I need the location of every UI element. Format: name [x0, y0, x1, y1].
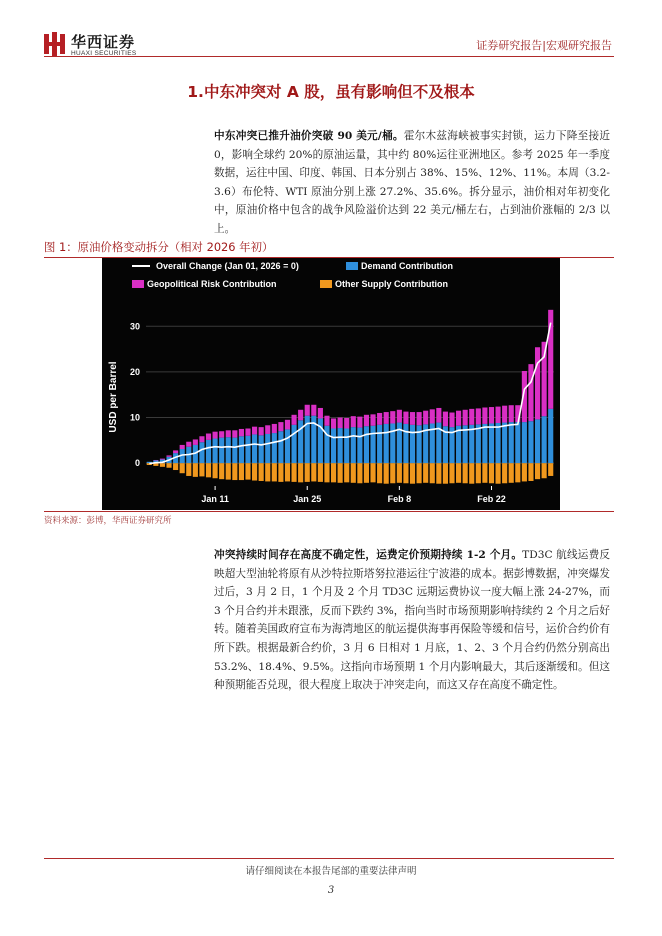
demand-bar — [226, 437, 231, 463]
geopolitical-bar — [344, 418, 349, 428]
demand-bar — [476, 424, 481, 463]
paragraph-body: 霍尔木兹海峡被事实封锁，运力下降至接近 0，影响全球约 20%的原油运量，其中约 80%运往亚洲地区。参考 2025 年一季度数据，运往中国、印度、韩国、日本分别占 38%、15%、12%、11%。本周（3.2-3.6）布伦特、WTI 原油分别上涨 27.2%、35.6%。拆分显示，油价相对年初变化中，原油价格中包含的战争风险溢价达到 22 美元/桶左右，占到油价涨幅的 2/3 以上。 — [214, 130, 610, 235]
paragraph-lead: 中东冲突已推升油价突破 90 美元/桶。 — [214, 130, 404, 142]
demand-bar — [509, 422, 514, 463]
geopolitical-bar — [186, 442, 191, 447]
geopolitical-bar — [265, 425, 270, 434]
logo-chinese-name: 华西证券 — [71, 33, 136, 51]
demand-bar — [344, 428, 349, 463]
supply-bar — [344, 463, 349, 482]
supply-bar — [259, 463, 264, 481]
geopolitical-bar — [482, 407, 487, 423]
supply-bar — [278, 463, 283, 482]
supply-bar — [515, 463, 520, 482]
supply-bar — [370, 463, 375, 482]
demand-bar — [463, 425, 468, 463]
geopolitical-bar — [476, 408, 481, 424]
demand-bar — [213, 439, 218, 464]
page-number: 3 — [327, 885, 335, 896]
supply-bar — [166, 463, 171, 468]
geopolitical-bar — [245, 428, 250, 435]
supply-bar — [291, 463, 296, 482]
supply-bar — [186, 463, 191, 476]
demand-bar — [469, 425, 474, 463]
demand-bar — [482, 424, 487, 463]
demand-bar — [219, 438, 224, 464]
geopolitical-bar — [252, 427, 257, 435]
supply-bar — [226, 463, 231, 479]
geopolitical-bar — [443, 412, 448, 427]
demand-bar — [535, 419, 540, 463]
demand-bar — [548, 409, 553, 463]
supply-bar — [245, 463, 250, 479]
paragraph-lead: 冲突持续时间存在高度不确定性，运费定价预期持续 1-2 个月。 — [214, 549, 523, 561]
demand-bar — [331, 428, 336, 463]
geopolitical-bar — [463, 410, 468, 426]
demand-bar — [245, 436, 250, 463]
geopolitical-bar — [469, 409, 474, 425]
figure-bottom-divider — [44, 511, 614, 512]
section-title: 1.中东冲突对 A 股，虽有影响但不及根本 — [187, 83, 475, 101]
geopolitical-bar — [417, 412, 422, 425]
supply-bar — [364, 463, 369, 483]
supply-bar — [272, 463, 277, 481]
supply-bar — [489, 463, 494, 483]
demand-bar — [489, 423, 494, 463]
supply-bar — [311, 463, 316, 481]
legend-label: Overall Change (Jan 01, 2026 = 0) — [156, 261, 299, 271]
supply-bar — [509, 463, 514, 483]
geopolitical-bar — [311, 405, 316, 416]
geopolitical-bar — [357, 417, 362, 428]
demand-bar — [199, 442, 204, 463]
geopolitical-bar — [436, 408, 441, 423]
demand-bar — [377, 425, 382, 463]
demand-bar — [206, 440, 211, 463]
legend-swatch — [320, 280, 332, 288]
y-tick-label: 10 — [129, 412, 140, 423]
geopolitical-bar — [239, 429, 244, 436]
geopolitical-bar — [351, 416, 356, 427]
header-divider — [44, 56, 614, 57]
demand-bar — [522, 422, 527, 463]
x-tick-label: Feb 22 — [477, 494, 506, 504]
supply-bar — [160, 463, 165, 467]
y-axis-label: USD per Barrel — [108, 361, 119, 433]
geopolitical-bar — [495, 407, 500, 423]
geopolitical-bar — [528, 364, 533, 421]
supply-bar — [463, 463, 468, 483]
geopolitical-bar — [199, 436, 204, 442]
y-tick-label: 30 — [129, 321, 140, 332]
x-tick-label: Feb 8 — [387, 494, 412, 504]
supply-bar — [403, 463, 408, 483]
supply-bar — [423, 463, 428, 483]
geopolitical-bar — [285, 420, 290, 430]
supply-bar — [542, 463, 547, 478]
geopolitical-bar — [430, 409, 435, 423]
geopolitical-bar — [318, 408, 323, 418]
demand-bar — [390, 423, 395, 463]
geopolitical-bar — [298, 410, 303, 420]
supply-bar — [535, 463, 540, 479]
geopolitical-bar — [509, 405, 514, 422]
geopolitical-bar — [338, 418, 343, 428]
geopolitical-bar — [193, 439, 198, 444]
supply-bar — [528, 463, 533, 481]
supply-bar — [199, 463, 204, 476]
demand-bar — [410, 425, 415, 463]
supply-bar — [285, 463, 290, 481]
figure-source: 资料来源：彭博，华西证券研究所 — [44, 516, 172, 526]
supply-bar — [331, 463, 336, 482]
supply-bar — [469, 463, 474, 484]
geopolitical-bar — [226, 430, 231, 437]
x-tick-label: Jan 25 — [293, 494, 322, 504]
supply-bar — [417, 463, 422, 483]
geopolitical-bar — [219, 431, 224, 437]
geopolitical-bar — [232, 430, 237, 437]
geopolitical-bar — [206, 434, 211, 440]
supply-bar — [449, 463, 454, 483]
legend-label: Demand Contribution — [361, 261, 453, 271]
geopolitical-bar — [272, 424, 277, 433]
geopolitical-bar — [535, 347, 540, 419]
demand-bar — [351, 427, 356, 463]
supply-bar — [443, 463, 448, 484]
demand-bar — [265, 434, 270, 463]
geopolitical-bar — [291, 415, 296, 425]
demand-bar — [291, 425, 296, 463]
demand-bar — [357, 428, 362, 464]
supply-bar — [318, 463, 323, 482]
supply-bar — [456, 463, 461, 483]
figure-title: 图 1：原油价格变动拆分（相对 2026 年初） — [44, 240, 274, 254]
supply-bar — [476, 463, 481, 483]
geopolitical-bar — [456, 411, 461, 426]
geopolitical-bar — [423, 411, 428, 425]
supply-bar — [357, 463, 362, 483]
geopolitical-bar — [397, 410, 402, 423]
demand-bar — [252, 434, 257, 463]
supply-bar — [193, 463, 198, 477]
geopolitical-bar — [449, 413, 454, 428]
demand-bar — [370, 426, 375, 463]
demand-bar — [285, 429, 290, 463]
geopolitical-bar — [278, 422, 283, 431]
supply-bar — [265, 463, 270, 481]
demand-bar — [403, 424, 408, 463]
demand-bar — [259, 435, 264, 463]
supply-bar — [338, 463, 343, 483]
supply-bar — [377, 463, 382, 483]
demand-bar — [232, 438, 237, 464]
y-tick-label: 20 — [129, 366, 140, 377]
company-logo — [44, 30, 164, 58]
demand-bar — [495, 423, 500, 463]
supply-bar — [548, 463, 553, 476]
supply-bar — [351, 463, 356, 483]
demand-bar — [239, 436, 244, 463]
legend-label: Geopolitical Risk Contribution — [147, 279, 277, 289]
geopolitical-bar — [377, 413, 382, 425]
footer-divider — [44, 858, 614, 859]
geopolitical-bar — [259, 427, 264, 435]
geopolitical-bar — [305, 405, 310, 416]
y-tick-label: 0 — [134, 458, 140, 469]
legend-swatch — [132, 280, 144, 288]
supply-bar — [213, 463, 218, 478]
supply-bar — [232, 463, 237, 480]
demand-bar — [338, 428, 343, 463]
geopolitical-bar — [370, 414, 375, 425]
supply-bar — [502, 463, 507, 483]
supply-bar — [173, 463, 178, 470]
legend-swatch — [346, 262, 358, 270]
supply-bar — [239, 463, 244, 480]
chart-canvas — [102, 258, 560, 510]
huaxi-logo-icon — [44, 32, 66, 56]
supply-bar — [397, 463, 402, 483]
demand-bar — [278, 431, 283, 463]
geopolitical-bar — [502, 406, 507, 423]
supply-bar — [180, 463, 185, 473]
geopolitical-bar — [213, 432, 218, 439]
paragraph-oil-price — [214, 127, 610, 239]
geopolitical-bar — [364, 415, 369, 426]
geopolitical-bar — [403, 412, 408, 424]
demand-bar — [364, 426, 369, 463]
legend-label: Other Supply Contribution — [335, 279, 448, 289]
supply-bar — [252, 463, 257, 480]
supply-bar — [482, 463, 487, 483]
supply-bar — [522, 463, 527, 481]
supply-bar — [495, 463, 500, 484]
demand-bar — [528, 421, 533, 463]
oil-price-decomposition-chart — [102, 258, 560, 510]
geopolitical-bar — [331, 418, 336, 428]
report-type: 证券研究报告|宏观研究报告 — [476, 39, 612, 52]
legal-notice: 请仔细阅读在本报告尾部的重要法律声明 — [245, 866, 417, 877]
geopolitical-bar — [390, 411, 395, 423]
geopolitical-bar — [410, 412, 415, 425]
supply-bar — [384, 463, 389, 484]
supply-bar — [305, 463, 310, 482]
logo-english-name: HUAXI SECURITIES — [71, 50, 137, 57]
supply-bar — [410, 463, 415, 484]
demand-bar — [542, 416, 547, 463]
supply-bar — [430, 463, 435, 483]
supply-bar — [390, 463, 395, 483]
geopolitical-bar — [384, 412, 389, 424]
geopolitical-bar — [166, 455, 171, 456]
supply-bar — [436, 463, 441, 484]
supply-bar — [219, 463, 224, 479]
geopolitical-bar — [160, 459, 165, 460]
supply-bar — [206, 463, 211, 477]
demand-bar — [384, 424, 389, 463]
supply-bar — [298, 463, 303, 482]
demand-bar — [272, 433, 277, 463]
paragraph-freight — [214, 546, 610, 695]
demand-bar — [515, 422, 520, 463]
geopolitical-bar — [180, 445, 185, 449]
geopolitical-bar — [324, 416, 329, 426]
demand-bar — [502, 423, 507, 464]
paragraph-body: TD3C 航线运费反映超大型油轮将原有从沙特拉斯塔努拉港运往宁波港的成本。据彭博数据，冲突爆发过后，3 月 2 日，1 个月及 2 个月 TD3C 远期运费协议一度大幅上涨 24-27%，而 3 个月合约并未跟涨，反而下跌约 3%，指向当时市场预期影响持续约 2 个月之后好转。随着美国政府宣布为海湾地区的航运提供海事再保险等缓和信号，运价合约价有所下跌。根据最新合约价，3 月 6 日相对 1 月底，1、2、3 个月合约仍然分别高出 53.2%、18.4%、9.5%。这指向市场预期 1 个月内影响最大，其后逐渐缓和。但这种预期能否兑现，很大程度上取决于冲突走向，而这又存在高度不确定性。 — [214, 549, 611, 692]
x-tick-label: Jan 11 — [201, 494, 229, 504]
geopolitical-bar — [173, 450, 178, 453]
supply-bar — [324, 463, 329, 482]
geopolitical-bar — [489, 407, 494, 423]
